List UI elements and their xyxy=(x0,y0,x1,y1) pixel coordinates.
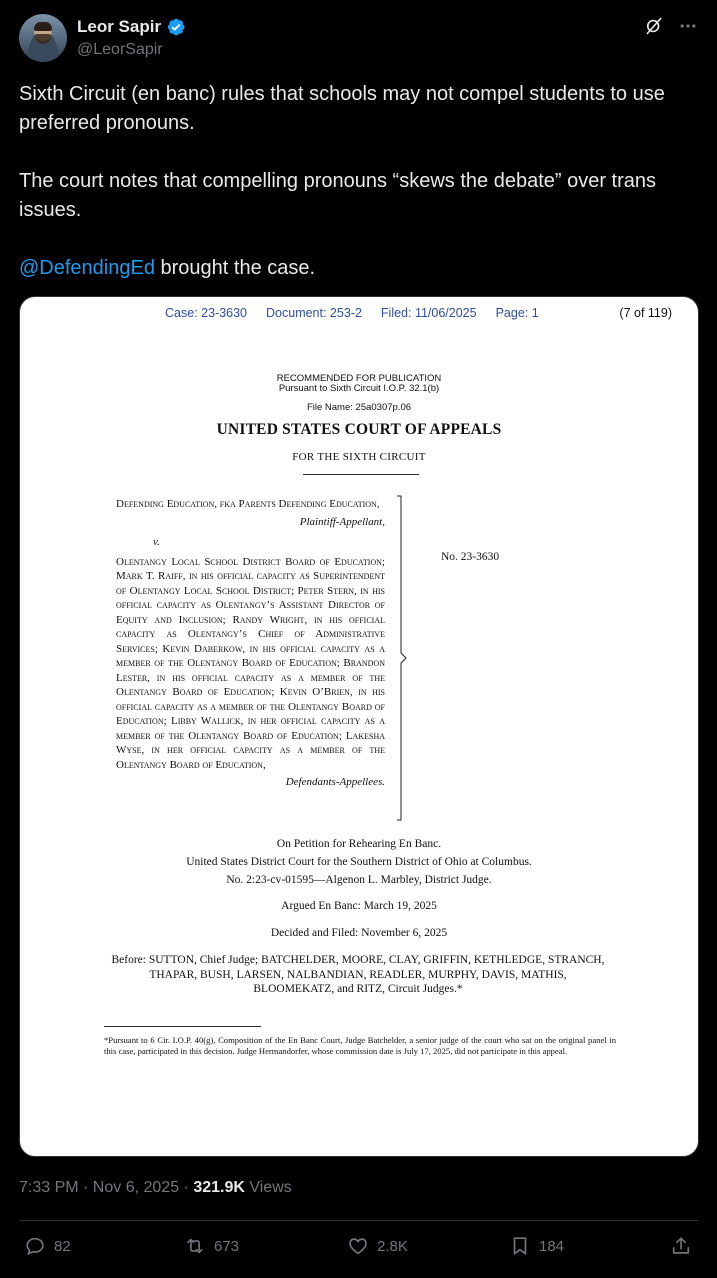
plaintiff-text: Defending Education, fka Parents Defending Education, xyxy=(116,498,380,510)
court-document xyxy=(20,297,698,1156)
avatar[interactable] xyxy=(19,14,67,62)
repost-button[interactable] xyxy=(184,1235,239,1257)
tweet-timestamp[interactable]: 7:33 PM · Nov 6, 2025 · xyxy=(19,1179,194,1196)
doc-page: Page: 1 xyxy=(495,306,539,320)
doc-district-court: United States District Court for the Southern District of Ohio at Columbus. xyxy=(186,856,532,868)
doc-page-of: (7 of 119) xyxy=(619,306,672,320)
author-handle[interactable]: @LeorSapir xyxy=(77,41,163,58)
share-icon xyxy=(670,1235,692,1257)
defendants-text: Olentangy Local School District Board of Education; Mark T. Raiff, in his official capacity as Superintendent of Olentangy Local School District; Peter Stern, in his official capacity as Olentangy’s Assistant Director of Equity and Inclusion; Randy Wright, in his official capacity as Olentangy’s Chief of Administrative Services; Kevin Daberkow, in his official capacity as a member of the Olentangy Board of Education; Brandon Lester, in his official capacity as a member of the Olentangy Board of Education; Kevin O’Brien, in his official capacity as a member of the Olentangy Board of Education; Libby Wallick, in her official capacity as a member of the Olentangy Board of Education; Lakesha Wyse, in her official capacity as a member of the Olentangy Board of Education, xyxy=(116,555,385,771)
tweet-meta xyxy=(19,1179,292,1197)
doc-document: Document: 253-2 xyxy=(266,306,362,320)
actions-divider xyxy=(19,1220,698,1221)
doc-petition: On Petition for Rehearing En Banc. xyxy=(276,838,442,850)
mention-link[interactable]: @DefendingEd xyxy=(19,257,155,279)
doc-case-number: No. 23-3630 xyxy=(441,551,500,563)
views-count: 321.9K xyxy=(193,1179,245,1196)
doc-recommended: RECOMMENDED FOR PUBLICATION xyxy=(276,373,442,384)
doc-file-name: File Name: 25a0307p.06 xyxy=(306,402,412,413)
heart-icon xyxy=(347,1235,369,1257)
author-name[interactable]: Leor Sapir xyxy=(77,17,162,36)
doc-district-no: No. 2:23-cv-01595—Algenon L. Marbley, District Judge. xyxy=(226,874,492,886)
reply-button[interactable] xyxy=(24,1235,71,1257)
like-count: 2.8K xyxy=(377,1237,408,1255)
bookmark-icon xyxy=(509,1235,531,1257)
doc-pursuant: Pursuant to Sixth Circuit I.O.P. 32.1(b) xyxy=(278,383,440,394)
doc-filed: Filed: 11/06/2025 xyxy=(380,306,477,320)
doc-footnote: *Pursuant to 6 Cir. I.O.P. 40(g), Composition of the En Banc Court, Judge Batchelder, a senior judge of the court who sat on the original panel in this case, participated in this decision. Judge Hermandorfer, whose commission date is July 17, 2025, did not participate in this appeal. xyxy=(104,1035,616,1057)
views-label: Views xyxy=(244,1179,292,1196)
doc-circuit: FOR THE SIXTH CIRCUIT xyxy=(292,451,426,463)
caption-bracket xyxy=(396,495,410,821)
tweet-header xyxy=(19,14,698,64)
repost-icon xyxy=(184,1235,206,1257)
doc-title-rule xyxy=(303,474,419,475)
doc-court-title: UNITED STATES COURT OF APPEALS xyxy=(216,421,502,438)
tweet-paragraph-1: Sixth Circuit (en banc) rules that schools may not compel students to use preferred pronouns. xyxy=(19,83,665,134)
versus: v. xyxy=(153,536,160,548)
tweet-media-image[interactable] xyxy=(19,296,699,1157)
plaintiff-role: Plaintiff-Appellant, xyxy=(299,515,385,528)
doc-before: Before: SUTTON, Chief Judge; BATCHELDER, MOORE, CLAY, GRIFFIN, KETHLEDGE, STRANCH, THAPAR, BUSH, LARSEN, NALBANDIAN, READLER, MURPHY, DAVIS, MATHIS, BLOOMEKATZ, and RITZ, Circuit Judges.* xyxy=(111,954,605,995)
defendants-role: Defendants-Appellees. xyxy=(285,776,385,788)
like-button[interactable] xyxy=(347,1235,408,1257)
grok-icon[interactable] xyxy=(644,16,664,36)
bookmark-count: 184 xyxy=(539,1237,565,1255)
reply-icon xyxy=(24,1235,46,1257)
share-button[interactable] xyxy=(670,1235,692,1257)
doc-footnote-rule xyxy=(104,1026,261,1027)
action-bar xyxy=(19,1235,698,1261)
doc-argued: Argued En Banc: March 19, 2025 xyxy=(281,900,437,912)
reply-count: 82 xyxy=(54,1237,71,1255)
bookmark-button[interactable] xyxy=(509,1235,564,1257)
doc-plaintiff xyxy=(116,497,385,790)
doc-decided: Decided and Filed: November 6, 2025 xyxy=(270,927,448,939)
tweet-paragraph-2: The court notes that compelling pronouns “skews the debate” over trans issues. xyxy=(19,170,657,221)
author-name-row[interactable] xyxy=(77,17,186,37)
more-options-icon[interactable] xyxy=(678,16,698,36)
tweet-paragraph-3 xyxy=(19,254,704,283)
doc-case: Case: 23-3630 xyxy=(165,306,248,320)
verified-badge-icon xyxy=(166,17,186,37)
repost-count: 673 xyxy=(214,1237,240,1255)
document-header xyxy=(165,306,539,320)
tweet-text xyxy=(19,80,704,283)
tweet-paragraph-3-rest: brought the case. xyxy=(154,257,316,279)
